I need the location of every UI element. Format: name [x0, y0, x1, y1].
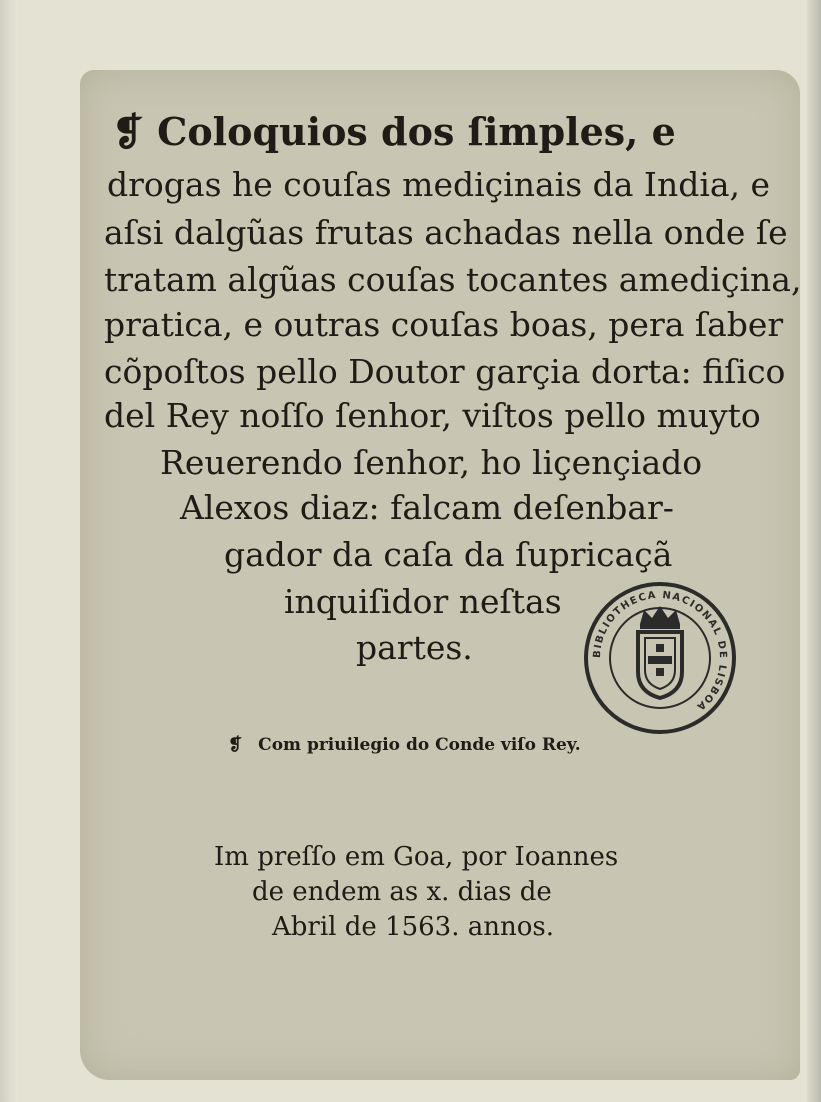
- title-line-7: del Rey noſſo ſenhor, viſtos pello muyto: [104, 396, 761, 435]
- title-line-3: aſsi dalgũas frutas achadas nella onde ſe: [104, 213, 788, 252]
- title-line-1: [112, 109, 676, 154]
- coat-of-arms-icon: [638, 632, 682, 698]
- library-stamp-seal: [582, 580, 738, 736]
- title-line-10: gador da caſa da ſupricaçã: [224, 535, 673, 574]
- binding-edge: [0, 0, 18, 1102]
- right-page-edge: [807, 0, 821, 1102]
- title-line-8: Reuerendo ſenhor, ho liçençiado: [160, 443, 703, 482]
- paragraph-mark: ❡: [112, 109, 144, 154]
- title-text: Coloquios dos ſimples, e: [157, 109, 676, 154]
- title-line-11: inquiſidor neſtas: [284, 582, 562, 621]
- imprint-line-1: Im preſſo em Goa, por Ioannes: [214, 842, 619, 872]
- title-line-4: tratam algũas couſas tocantes amediçina,: [104, 260, 802, 299]
- title-line-9: Alexos diaz: falcam deſenbar-: [180, 488, 674, 527]
- imprint-line-3: Abril de 1563. annos.: [272, 912, 554, 942]
- title-line-12: partes.: [356, 628, 473, 667]
- title-line-6: cõpoſtos pello Doutor garçia dorta: fiſico: [104, 352, 786, 391]
- imprint-line-2: de endem as x. dias de: [252, 877, 552, 907]
- title-line-2: drogas he couſas mediçinais da India, e: [107, 165, 771, 204]
- seal-lettering: BIBLIOTHECA NACIONAL DE LISBOA: [591, 589, 729, 713]
- privilege-line: [228, 735, 581, 755]
- title-line-5: pratica, e outras couſas boas, pera ſaber: [104, 305, 784, 344]
- paragraph-mark: ❡: [228, 735, 243, 755]
- privilege-text: Com priuilegio do Conde viſo Rey.: [258, 735, 581, 755]
